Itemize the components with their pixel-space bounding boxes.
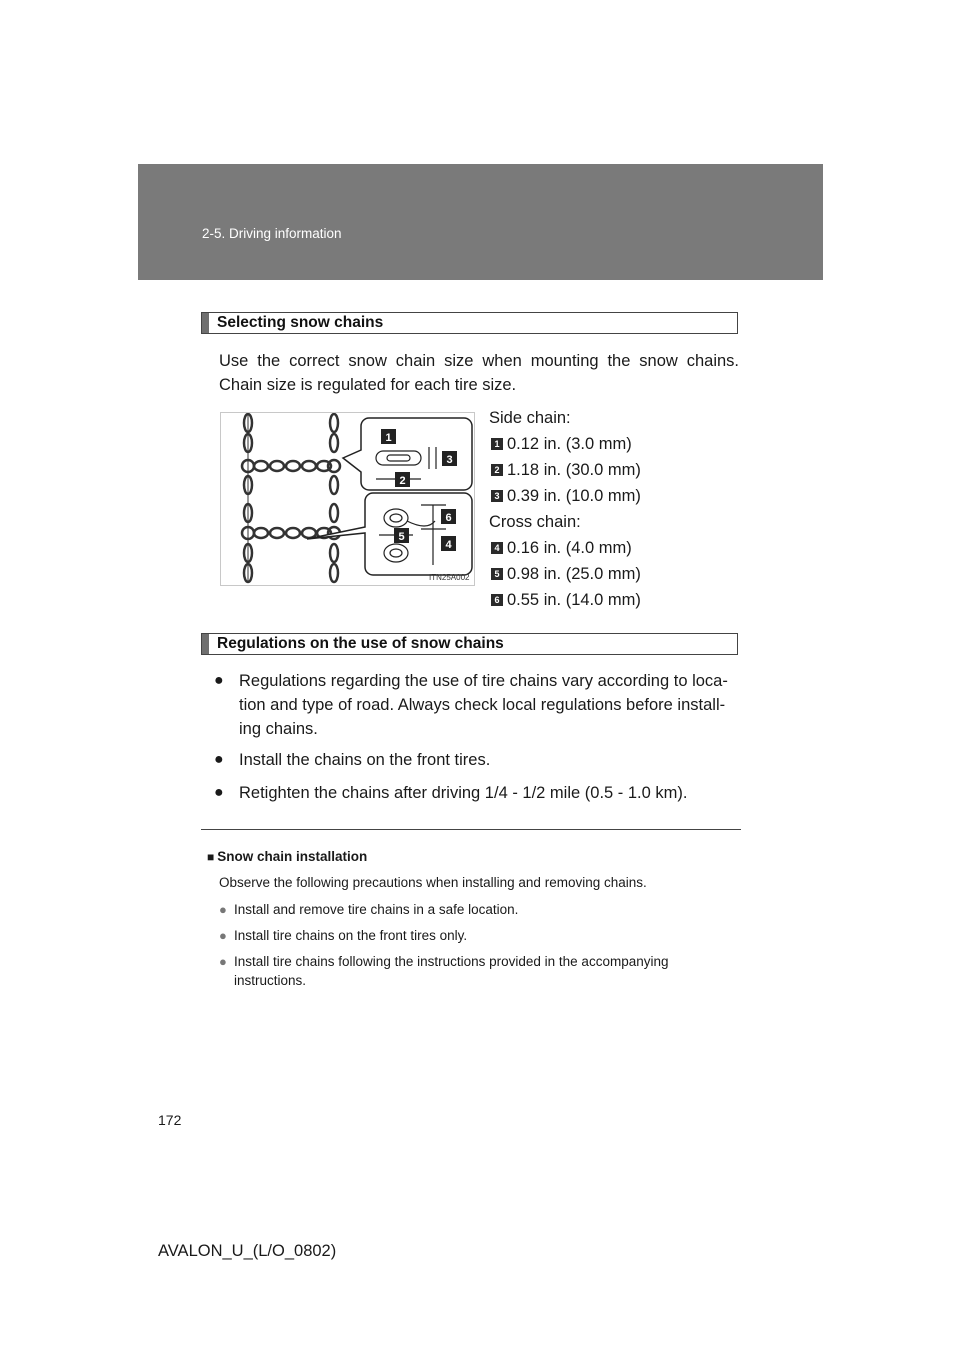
regulation-text-2: Install the chains on the front tires. — [239, 751, 491, 769]
note-text-1: Install and remove tire chains in a safe location. — [234, 902, 519, 917]
spec-badge-5: 5 — [491, 568, 503, 580]
figure-badge-6: 6 — [445, 512, 452, 524]
bullet-dot: ● — [214, 751, 224, 768]
regulation-text-3: Retighten the chains after driving 1/4 - 1/2 mile (0.5 - 1.0 km). — [239, 784, 688, 802]
selecting-heading: Selecting snow chains — [217, 314, 384, 331]
bullet-dot: ● — [219, 954, 227, 969]
cross-chain-label: Cross chain: — [489, 513, 581, 531]
side-chain-label: Side chain: — [489, 409, 571, 427]
spec-cross-6: 0.55 in. (14.0 mm) — [507, 591, 641, 609]
spec-side-2: 1.18 in. (30.0 mm) — [507, 461, 641, 479]
figure-code: ITN25A002 — [429, 573, 470, 582]
header-band — [138, 164, 823, 280]
note-title — [207, 849, 367, 864]
spec-side-1: 0.12 in. (3.0 mm) — [507, 435, 632, 453]
regulations-heading: Regulations on the use of snow chains — [217, 635, 504, 652]
spec-cross-4: 0.16 in. (4.0 mm) — [507, 539, 632, 557]
heading-bar — [202, 313, 209, 333]
figure-badge-1: 1 — [385, 432, 392, 444]
bullet-dot: ● — [214, 784, 224, 801]
note-title-text: Snow chain installation — [217, 849, 368, 864]
bullet-dot: ● — [214, 672, 224, 689]
chain-figure — [220, 412, 475, 586]
chain-illustration — [221, 413, 474, 585]
bullet-dot: ● — [219, 902, 227, 917]
regulations-heading-box — [201, 633, 738, 655]
spec-badge-2: 2 — [491, 464, 503, 476]
regulation-text-1: Regulations regarding the use of tire chains vary according to loca-tion and type of road. Always check local regulations before install-ing chains. — [239, 672, 728, 738]
page-number: 172 — [158, 1112, 182, 1128]
bullet-dot: ● — [219, 928, 227, 943]
figure-badge-3: 3 — [446, 454, 453, 466]
selecting-paragraph: Use the correct snow chain size when mounting the snow chains. Chain size is regulated for each tire size. — [219, 352, 739, 394]
spec-badge-3: 3 — [491, 490, 503, 502]
note-text-2: Install tire chains on the front tires only. — [234, 928, 468, 943]
section-divider — [201, 829, 741, 830]
square-bullet-icon: ■ — [207, 850, 215, 864]
spec-badge-1: 1 — [491, 438, 503, 450]
figure-badge-4: 4 — [445, 539, 452, 551]
section-title: 2-5. Driving information — [202, 226, 342, 241]
footer-code: AVALON_U_(L/O_0802) — [158, 1242, 337, 1260]
spec-badge-4: 4 — [491, 542, 503, 554]
note-intro: Observe the following precautions when installing and removing chains. — [219, 875, 647, 890]
spec-cross-5: 0.98 in. (25.0 mm) — [507, 565, 641, 583]
figure-badge-5: 5 — [398, 531, 405, 543]
selecting-heading-box — [201, 312, 738, 334]
note-text-3: Install tire chains following the instructions provided in the accompanying instructions. — [234, 954, 669, 988]
spec-side-3: 0.39 in. (10.0 mm) — [507, 487, 641, 505]
heading-bar — [202, 634, 209, 654]
spec-badge-6: 6 — [491, 594, 503, 606]
figure-badge-2: 2 — [399, 475, 406, 487]
